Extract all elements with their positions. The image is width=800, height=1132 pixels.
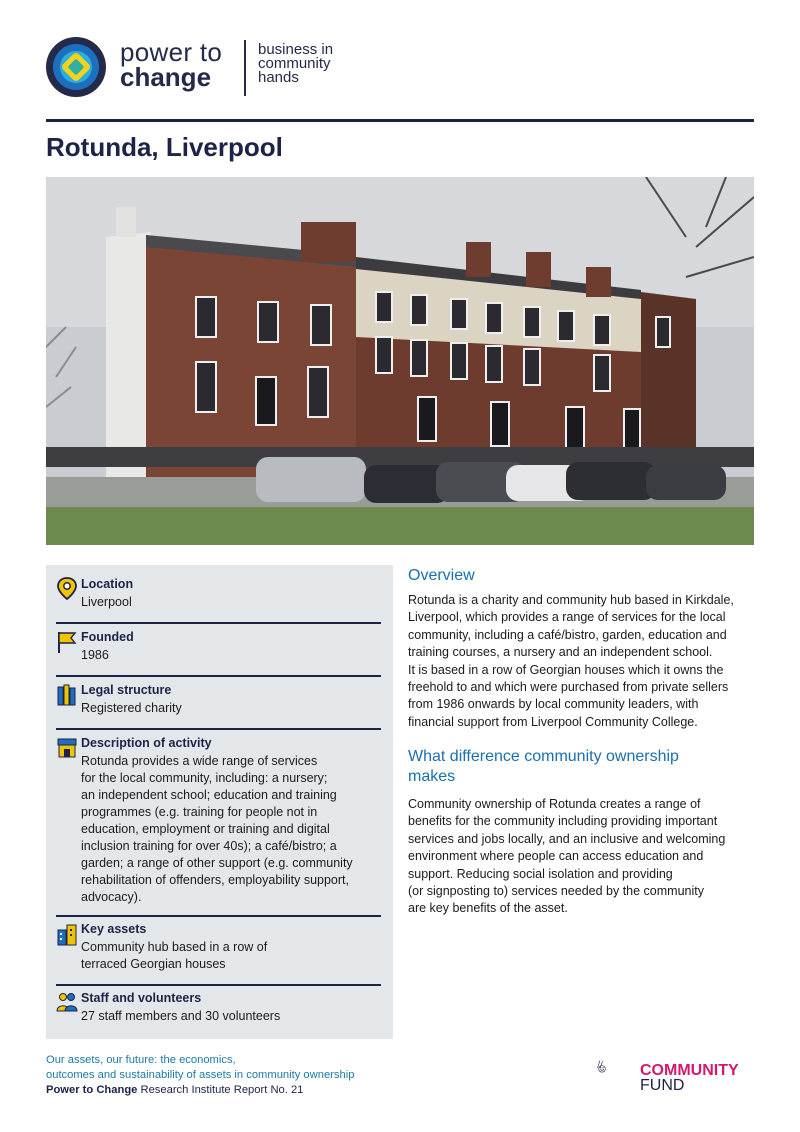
footer-line: Our assets, our future: the economics,	[46, 1054, 236, 1066]
paragraph-line: support. Reducing social isolation and providing	[408, 866, 673, 881]
paragraph-line: from 1986 onwards by local community leaders, with	[408, 697, 699, 712]
fact-value: Liverpool	[81, 595, 132, 609]
fact-value-line: for the local community, including: a nursery;	[81, 771, 328, 785]
footer-report-number: Research Institute Report No. 21	[137, 1084, 304, 1096]
footer-report-line	[46, 1083, 354, 1098]
heading-line: makes	[408, 768, 456, 785]
fact-value-line: rehabilitation of offenders, employability support,	[81, 873, 349, 887]
overview-heading: Overview	[408, 567, 475, 584]
fact-value-line: an independent school; education and training	[81, 788, 337, 802]
paragraph-line: Rotunda is a charity and community hub based in Kirkdale,	[408, 593, 734, 607]
funder-line-2: FUND	[640, 1077, 685, 1094]
fact-label: Legal structure	[81, 683, 172, 697]
fact-value: Registered charity	[81, 701, 182, 715]
paragraph-line: It is based in a row of Georgian houses which it owns the	[408, 662, 724, 677]
people-icon	[56, 991, 78, 1015]
fact-label: Location	[81, 577, 134, 591]
fact-value-line: garden; a range of other support (e.g. community	[81, 856, 353, 870]
rotunda-building-photo	[46, 177, 754, 545]
paragraph-line: services and jobs locally, and an inclusive and welcoming	[408, 831, 726, 846]
shop-icon	[56, 736, 78, 760]
fact-value: 1986	[81, 648, 109, 662]
header-rule	[46, 119, 754, 122]
fact-value-line: advocacy).	[81, 890, 142, 904]
report-footer	[46, 1053, 354, 1098]
difference-body	[408, 796, 758, 918]
tagline-line: community	[258, 55, 331, 72]
flag-icon	[56, 630, 78, 654]
community-fund-wordmark	[640, 1063, 739, 1093]
fact-divider	[56, 622, 381, 624]
brand-line-1: power to	[120, 37, 223, 67]
paragraph-line: (or signposting to) services needed by the community	[408, 884, 704, 899]
fact-label: Key assets	[81, 922, 147, 936]
paragraph-line: benefits for the community including providing important	[408, 814, 718, 829]
paragraph-line: are key benefits of the asset.	[408, 901, 568, 916]
paragraph-line: Community ownership of Rotunda creates a range of	[408, 797, 701, 811]
fact-value	[81, 753, 381, 906]
fact-value-line: terraced Georgian houses	[81, 957, 226, 971]
footer-line: outcomes and sustainability of assets in community ownership	[46, 1069, 355, 1081]
brand-line-2: change	[120, 62, 212, 92]
paragraph-line: training courses, a nursery and an independent school.	[408, 645, 713, 660]
location-pin-icon	[56, 577, 78, 601]
buildings-icon	[56, 922, 78, 946]
fact-divider	[56, 728, 381, 730]
fact-divider	[56, 675, 381, 677]
fact-value-line: inclusion training for over 40s); a café/bistro; a	[81, 839, 337, 853]
fact-value-line: programmes (e.g. training for people not in	[81, 805, 318, 819]
community-fund-logo-icon	[596, 1040, 640, 1094]
paragraph-line: financial support from Liverpool Community College.	[408, 714, 698, 729]
logo-divider	[244, 40, 246, 96]
fact-divider	[56, 984, 381, 986]
difference-section	[408, 747, 758, 918]
fact-value-line: Community hub based in a row of	[81, 940, 268, 954]
fact-divider	[56, 915, 381, 917]
fact-box	[46, 565, 393, 1039]
funder-line-1: COMMUNITY	[640, 1062, 739, 1079]
fact-value-line: education, employment or training and digital	[81, 822, 330, 836]
paragraph-line: freehold to and which were purchased from private sellers	[408, 680, 729, 695]
fact-label: Founded	[81, 630, 134, 644]
fact-value	[81, 939, 381, 973]
fact-value: 27 staff members and 30 volunteers	[81, 1009, 281, 1023]
tagline-line: hands	[258, 69, 299, 86]
overview-body	[408, 592, 758, 731]
books-icon	[56, 683, 78, 707]
fact-value-line: Rotunda provides a wide range of services	[81, 754, 318, 768]
tagline-line: business in	[258, 41, 334, 58]
paragraph-line: environment where people can access education and	[408, 849, 704, 864]
footer-brand: Power to Change	[46, 1084, 138, 1096]
brand-name	[120, 37, 223, 92]
paragraph-line: Liverpool, which provides a range of services for the local	[408, 610, 726, 625]
difference-heading	[408, 747, 758, 787]
fact-label: Staff and volunteers	[81, 991, 202, 1005]
overview-section	[408, 566, 758, 731]
fact-label: Description of activity	[81, 736, 212, 750]
brand-tagline	[258, 43, 333, 85]
heading-line: What difference community ownership	[408, 748, 679, 765]
page-title: Rotunda, Liverpool	[46, 132, 283, 162]
paragraph-line: community, including a café/bistro, garden, education and	[408, 627, 727, 642]
power-to-change-logo-icon	[46, 37, 106, 97]
